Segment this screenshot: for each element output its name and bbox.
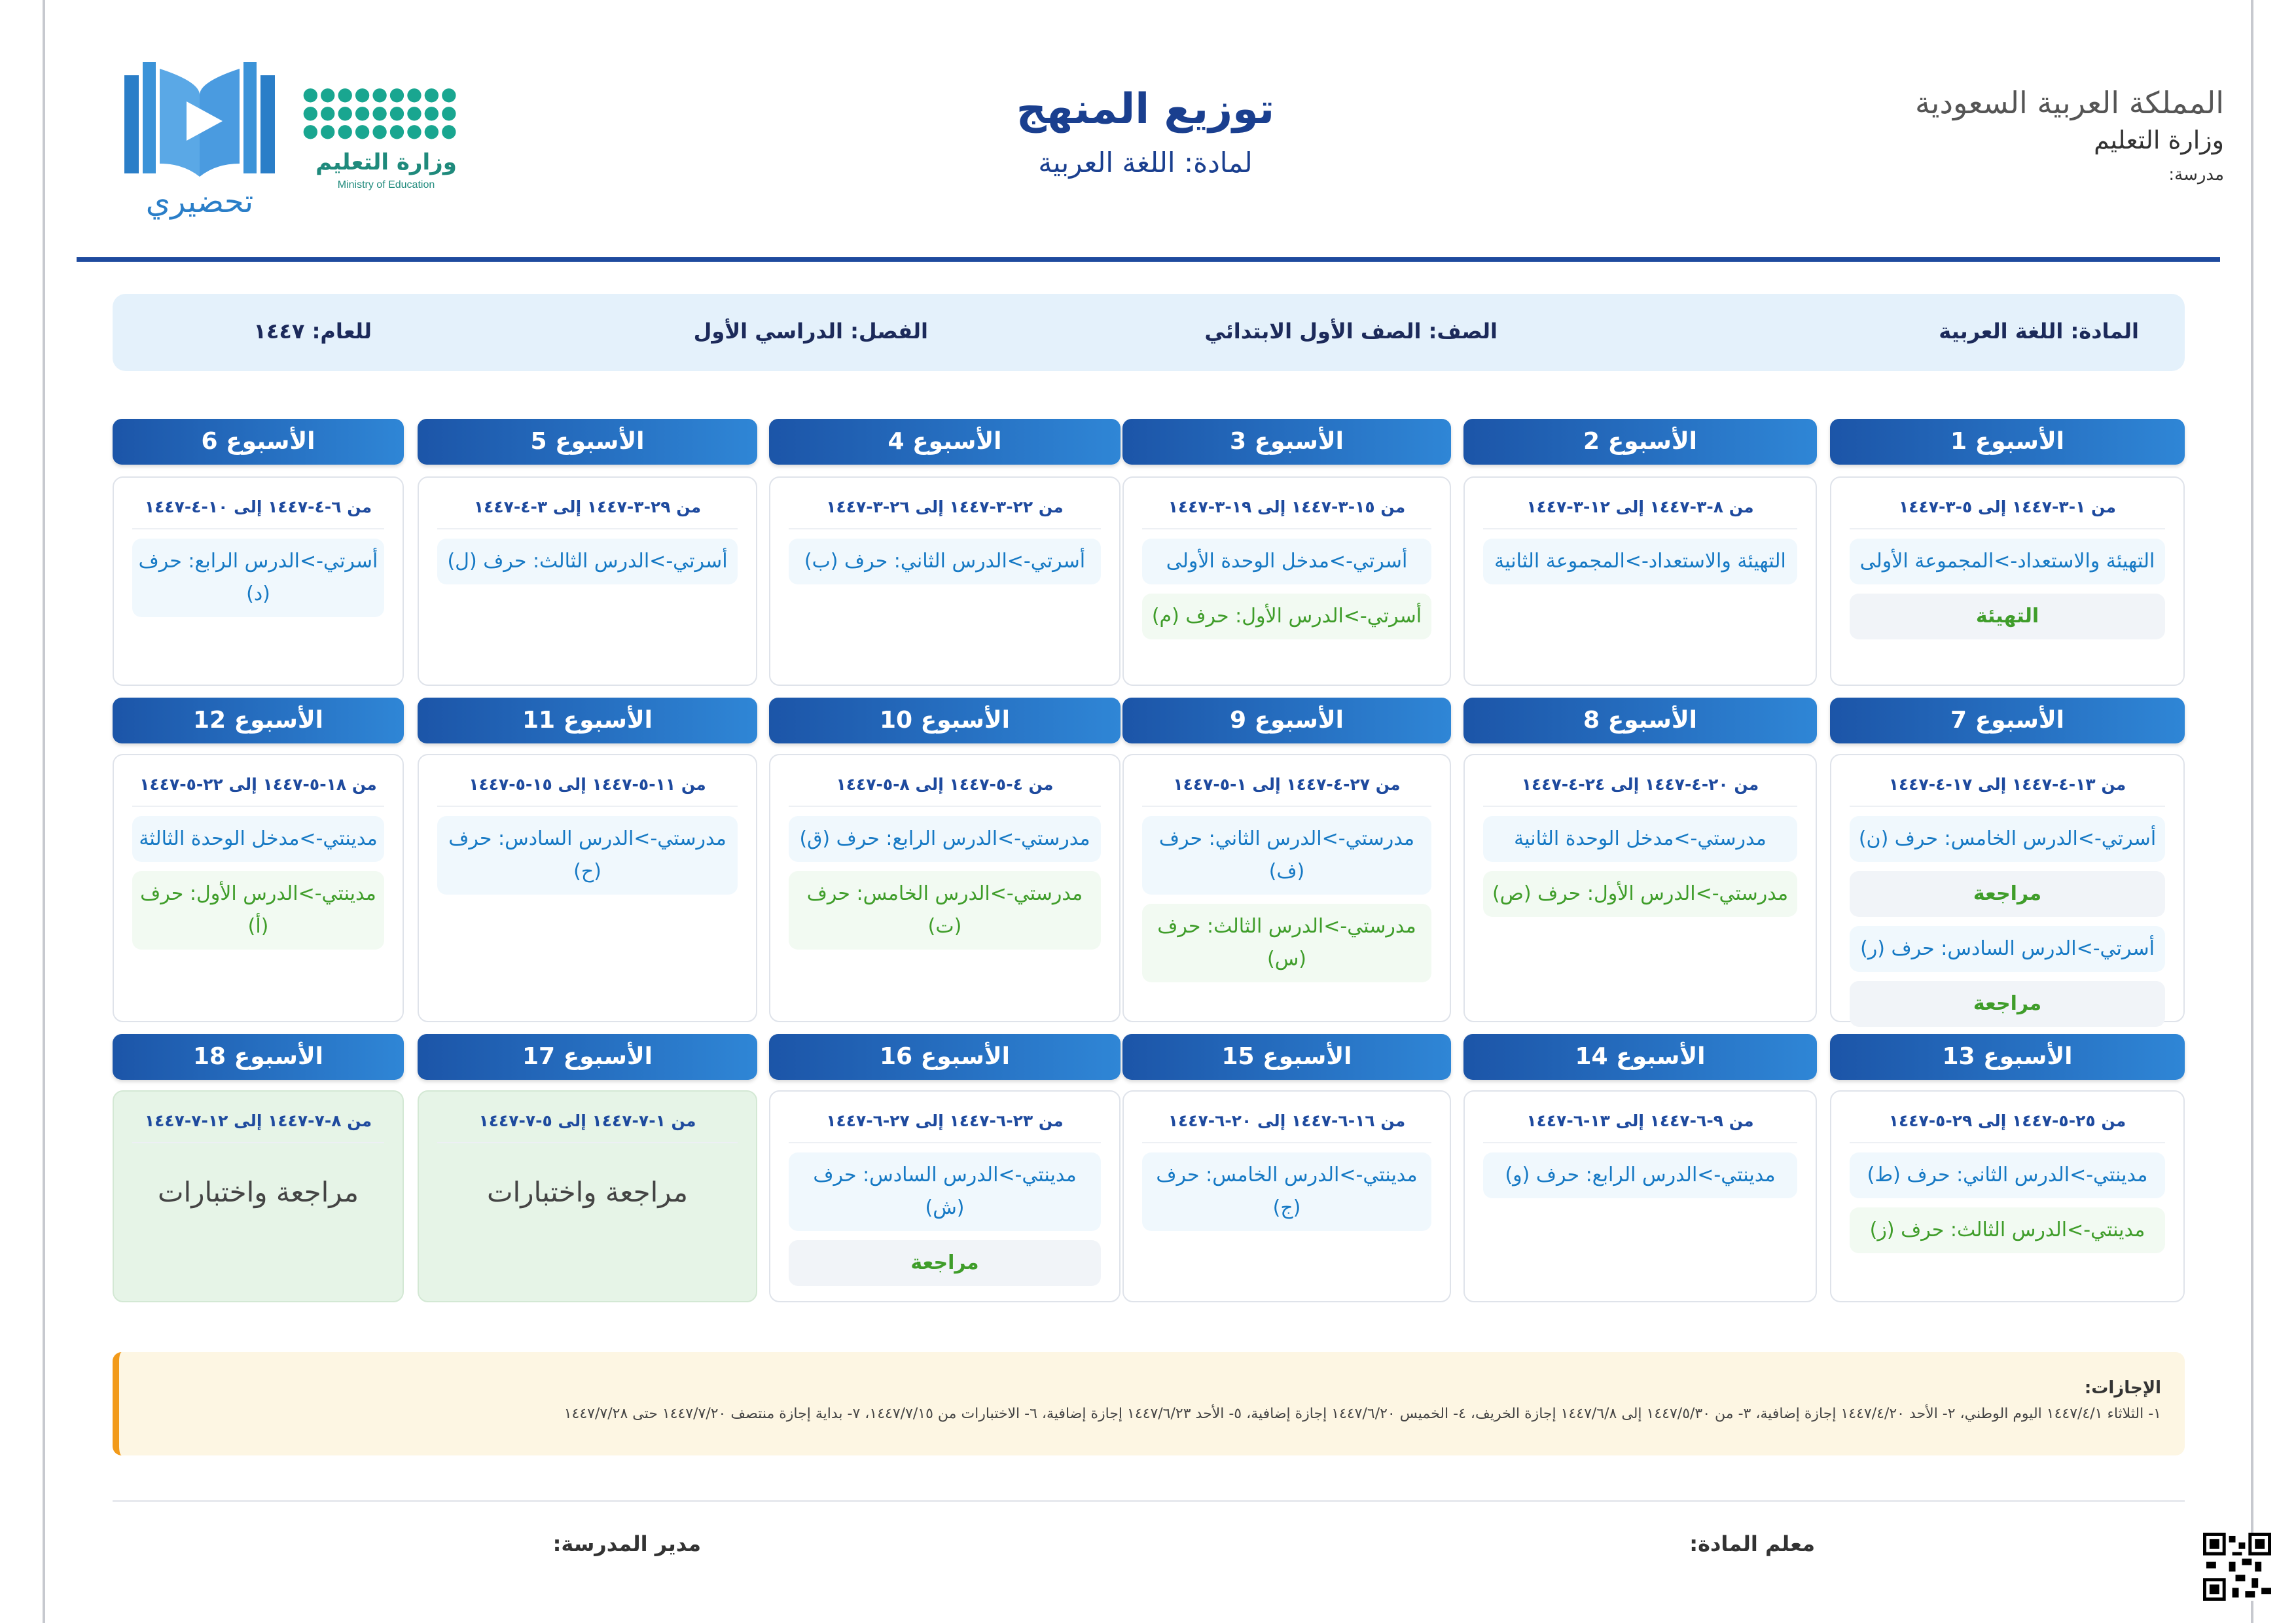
- lesson-item: أسرتي->مدخل الوحدة الأولى: [1142, 539, 1431, 584]
- week-dates: من ٦-٤-١٤٤٧ إلى ١٠-٤-١٤٤٧: [132, 497, 384, 529]
- lesson-item: التهيئة والاستعداد->المجموعة الثانية: [1483, 539, 1797, 584]
- exam-label: مراجعة واختبارات: [158, 1176, 359, 1208]
- lesson-item: مدرستي->الدرس الثالث: حرف (س): [1142, 904, 1431, 982]
- moe-dots-icon: ●●●●●●●●● ●●●●●●●●● ●●●●●●●●●: [302, 83, 458, 141]
- week-dates: من ٢٧-٤-١٤٤٧ إلى ١-٥-١٤٤٧: [1142, 775, 1431, 807]
- review-item: التهيئة: [1850, 594, 2165, 639]
- lesson-item: مدينتي->الدرس الخامس: حرف (ج): [1142, 1152, 1431, 1231]
- week-header: الأسبوع 16: [769, 1034, 1121, 1080]
- lesson-item: مدينتي->الدرس الرابع: حرف (و): [1483, 1152, 1797, 1198]
- ministry-name: وزارة التعليم: [2094, 126, 2224, 154]
- week-dates: من ٢٥-٥-١٤٤٧ إلى ٢٩-٥-١٤٤٧: [1850, 1111, 2165, 1143]
- week-card: [1463, 754, 1817, 1022]
- week-card: [418, 476, 757, 686]
- school-label: مدرسة:: [2168, 165, 2224, 185]
- week-dates: من ٨-٣-١٤٤٧ إلى ١٢-٣-١٤٤٧: [1483, 497, 1797, 529]
- lesson-item: أسرتي->الدرس السادس: حرف (ر): [1850, 926, 2165, 972]
- week-dates: من ١٦-٦-١٤٤٧ إلى ٢٠-٦-١٤٤٧: [1142, 1111, 1431, 1143]
- review-item: مراجعة: [1850, 871, 2165, 917]
- week-card: [1122, 476, 1451, 686]
- review-item: مراجعة: [1850, 981, 2165, 1027]
- week-dates: من ٢٠-٤-١٤٤٧ إلى ٢٤-٤-١٤٤٧: [1483, 775, 1797, 807]
- lesson-item: مدينتي->مدخل الوحدة الثالثة: [132, 816, 384, 862]
- week-card: [1830, 1090, 2185, 1302]
- qr-code-icon: [2203, 1533, 2271, 1601]
- week-header: الأسبوع 11: [418, 698, 757, 743]
- week-card: [1830, 476, 2185, 686]
- moe-logo-english: Ministry of Education: [337, 179, 435, 190]
- week-header: الأسبوع 7: [1830, 698, 2185, 743]
- week-header: الأسبوع 3: [1122, 419, 1451, 465]
- lesson-item: أسرتي->الدرس الرابع: حرف (د): [132, 539, 384, 617]
- info-year: للعام: ١٤٤٧: [253, 319, 372, 344]
- info-bar: [113, 294, 2185, 371]
- week-dates: من ٩-٦-١٤٤٧ إلى ١٣-٦-١٤٤٧: [1483, 1111, 1797, 1143]
- week-dates: من ١-٧-١٤٤٧ إلى ٥-٧-١٤٤٧: [437, 1111, 738, 1143]
- teacher-signature: معلم المادة:: [1689, 1531, 1815, 1556]
- week-card: [418, 1090, 757, 1302]
- week-card: [769, 754, 1121, 1022]
- lesson-item: مدرستي->الدرس السادس: حرف (ح): [437, 816, 738, 895]
- lesson-item: مدرستي->الدرس الرابع: حرف (ق): [789, 816, 1101, 862]
- title-block: [818, 85, 1473, 179]
- week-card: [113, 1090, 404, 1302]
- lesson-item: أسرتي->الدرس الأول: حرف (م): [1142, 594, 1431, 639]
- week-header: الأسبوع 1: [1830, 419, 2185, 465]
- week-dates: من ٨-٧-١٤٤٧ إلى ١٢-٧-١٤٤٧: [132, 1111, 384, 1143]
- week-dates: من ١٥-٣-١٤٤٧ إلى ١٩-٣-١٤٤٧: [1142, 497, 1431, 529]
- kingdom-header: [1915, 85, 2224, 185]
- week-header: الأسبوع 5: [418, 419, 757, 465]
- lesson-item: مدينتي->الدرس الثالث: حرف (ز): [1850, 1207, 2165, 1253]
- week-dates: من ١١-٥-١٤٤٧ إلى ١٥-٥-١٤٤٧: [437, 775, 738, 807]
- week-header: الأسبوع 6: [113, 419, 404, 465]
- week-card: [1463, 1090, 1817, 1302]
- lesson-item: مدرستي->الدرس الخامس: حرف (ت): [789, 871, 1101, 950]
- lesson-item: أسرتي->الدرس الثالث: حرف (ل): [437, 539, 738, 584]
- week-header: الأسبوع 17: [418, 1034, 757, 1080]
- week-header: الأسبوع 18: [113, 1034, 404, 1080]
- week-header: الأسبوع 8: [1463, 698, 1817, 743]
- moe-logo: [302, 83, 458, 203]
- week-dates: من ١٣-٤-١٤٤٧ إلى ١٧-٤-١٤٤٧: [1850, 775, 2165, 807]
- info-semester: الفصل: الدراسي الأول: [693, 319, 928, 344]
- lesson-item: أسرتي->الدرس الخامس: حرف (ن): [1850, 816, 2165, 862]
- lesson-item: مدرستي->الدرس الأول: حرف (ص): [1483, 871, 1797, 917]
- page-subtitle: لمادة: اللغة العربية: [1038, 147, 1253, 179]
- kingdom-name: المملكة العربية السعودية: [1915, 85, 2224, 120]
- week-dates: من ٤-٥-١٤٤٧ إلى ٨-٥-١٤٤٧: [789, 775, 1101, 807]
- week-dates: من ٢٣-٦-١٤٤٧ إلى ٢٧-٦-١٤٤٧: [789, 1111, 1101, 1143]
- tahdiri-wordmark: تحضيري: [145, 183, 254, 220]
- lesson-item: أسرتي->الدرس الثاني: حرف (ب): [789, 539, 1101, 584]
- book-play-icon: [118, 56, 281, 187]
- week-header: الأسبوع 10: [769, 698, 1121, 743]
- week-card: [1122, 1090, 1451, 1302]
- footer-divider: [113, 1500, 2185, 1502]
- week-header: الأسبوع 12: [113, 698, 404, 743]
- review-item: مراجعة: [789, 1240, 1101, 1286]
- week-header: الأسبوع 13: [1830, 1034, 2185, 1080]
- lesson-item: مدينتي->الدرس الأول: حرف (أ): [132, 871, 384, 950]
- week-dates: من ١٨-٥-١٤٤٧ إلى ٢٢-٥-١٤٤٧: [132, 775, 384, 807]
- exam-label: مراجعة واختبارات: [487, 1176, 688, 1208]
- tahdiri-logo: [118, 56, 281, 232]
- week-header: الأسبوع 14: [1463, 1034, 1817, 1080]
- lesson-item: مدرستي->مدخل الوحدة الثانية: [1483, 816, 1797, 862]
- week-card: [769, 476, 1121, 686]
- holidays-text: ١- الثلاثاء ١٤٤٧/٤/١ اليوم الوطني، ٢- الأحد ١٤٤٧/٤/٢٠ إجازة إضافية، ٣- من ١٤٤٧/٥/٣٠ إلى ١٤٤٧/٦/٨ إجازة الخريف، ٤- الخميس ١٤٤٧/٦/٢٠ إجازة إضافية، ٥- الأحد ١٤٤٧/٦/٢٣ إجازة إضافية، ٦- الاختبارات من ١٤٤٧/٧/١٥، ٧- بداية إجازة منتصف ١٤٤٧/٧/٢٠ حتى ١٤٤٧/٧/٢٨: [564, 1406, 2161, 1422]
- header-divider: [77, 257, 2220, 262]
- lesson-item: التهيئة والاستعداد->المجموعة الأولى: [1850, 539, 2165, 584]
- lesson-item: مدينتي->الدرس السادس: حرف (ش): [789, 1152, 1101, 1231]
- week-card: [1830, 754, 2185, 1022]
- week-dates: من ١-٣-١٤٤٧ إلى ٥-٣-١٤٤٧: [1850, 497, 2165, 529]
- week-header: الأسبوع 2: [1463, 419, 1817, 465]
- week-header: الأسبوع 15: [1122, 1034, 1451, 1080]
- moe-logo-arabic: وزارة التعليم: [315, 149, 457, 175]
- week-dates: من ٢٩-٣-١٤٤٧ إلى ٣-٤-١٤٤٧: [437, 497, 738, 529]
- holidays-box: [113, 1352, 2185, 1455]
- week-dates: من ٢٢-٣-١٤٤٧ إلى ٢٦-٣-١٤٤٧: [789, 497, 1101, 529]
- week-card: [113, 754, 404, 1022]
- week-card: [113, 476, 404, 686]
- lesson-item: مدينتي->الدرس الثاني: حرف (ط): [1850, 1152, 2165, 1198]
- holidays-title: الإجازات:: [2084, 1378, 2161, 1398]
- week-header: الأسبوع 4: [769, 419, 1121, 465]
- info-grade: الصف: الصف الأول الابتدائي: [1204, 319, 1498, 344]
- week-card: [769, 1090, 1121, 1302]
- week-header: الأسبوع 9: [1122, 698, 1451, 743]
- page-title: توزيع المنهج: [1016, 85, 1275, 134]
- lesson-item: مدرستي->الدرس الثاني: حرف (ف): [1142, 816, 1431, 895]
- principal-signature: مدير المدرسة:: [552, 1531, 701, 1556]
- info-subject: المادة: اللغة العربية: [1939, 319, 2139, 344]
- week-card: [1463, 476, 1817, 686]
- week-card: [418, 754, 757, 1022]
- week-card: [1122, 754, 1451, 1022]
